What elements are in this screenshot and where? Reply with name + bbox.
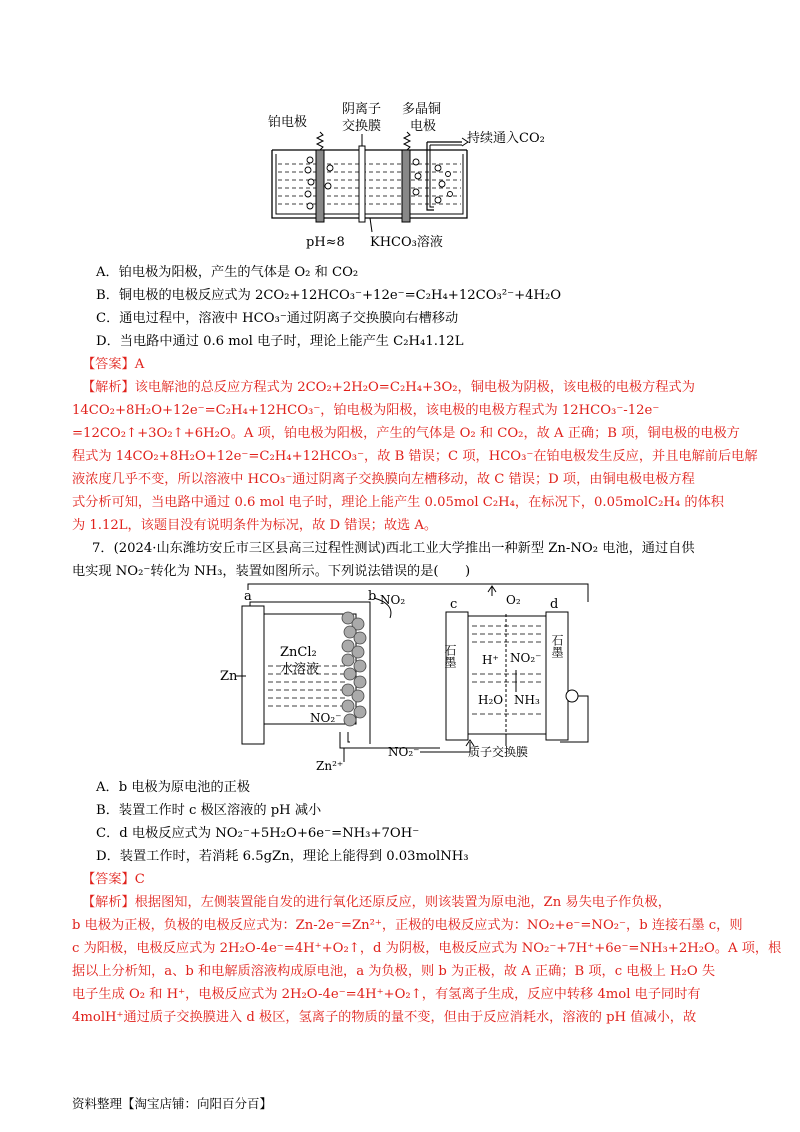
- q7-option-c: C．d 电极反应式为 NO₂⁻+5H₂O+6e⁻=NH₃+7OH⁻: [96, 826, 420, 841]
- label-graphite-right: 石墨: [550, 634, 564, 658]
- q6-option-a: A．铂电极为阳极，产生的气体是 O₂ 和 CO₂: [96, 265, 359, 280]
- page-footer: 资料整理【淘宝店铺：向阳百分百】: [72, 1096, 273, 1111]
- label-nh3: NH₃: [514, 693, 540, 707]
- q7-answer: 【答案】C: [82, 872, 145, 887]
- label-c: c: [450, 597, 458, 612]
- q7-stem: 7．(2024·山东潍坊安丘市三区县高三过程性测试)西北工业大学推出一种新型 Zn-NO₂ 电池，通过自供: [92, 541, 695, 556]
- q6-analysis-line: 14CO₂+8H₂O+12e⁻=C₂H₄+12HCO₃⁻，铂电极为阳极，该电极的电极方程式为 12HCO₃⁻-12e⁻: [72, 403, 660, 418]
- label-khco3: KHCO₃溶液: [370, 235, 443, 250]
- label-cu-2: 电极: [410, 119, 437, 134]
- label-pt-electrode: 铂电极: [268, 115, 308, 130]
- label-ph: pH≈8: [306, 235, 345, 250]
- label-no2-top: NO₂: [380, 593, 406, 607]
- label-membrane-2: 交换膜: [342, 119, 382, 134]
- label-membrane: 质子交换膜: [468, 745, 529, 759]
- label-co2-feed: 持续通入CO₂: [467, 131, 545, 146]
- q7-analysis-line: 4molH⁺通过质子交换膜进入 d 极区，氢离子的物质的量不变，但由于反应消耗水，溶液的 pH 值减小，故: [72, 1010, 697, 1025]
- q6-answer: 【答案】A: [82, 357, 145, 372]
- label-no2-minus-left: NO₂⁻: [310, 711, 342, 725]
- q6-analysis-line: =12CO₂↑+3O₂↑+6H₂O。A 项，铂电极为阳极，产生的气体是 O₂ 和 CO₂，故 A 正确；B 项，铜电极的电极方: [72, 426, 740, 441]
- label-h2o: H₂O: [478, 693, 504, 707]
- label-o2: O₂: [506, 593, 521, 607]
- zn-no2-battery-diagram: [220, 574, 600, 774]
- label-zncl2-solution: 水溶液: [280, 662, 320, 677]
- q7-option-a: A．b 电极为原电池的正极: [96, 780, 251, 795]
- label-b: b: [368, 589, 377, 604]
- q6-analysis-line: 式分析可知，当电路中通过 0.6 mol 电子时，理论上能产生 0.05mol C₂H₄，在标况下，0.05molC₂H₄ 的体积: [72, 495, 724, 510]
- q6-analysis-line: 程式为 14CO₂+8H₂O+12e⁻=C₂H₄+12HCO₃⁻，故 B 错误；C 项，HCO₃⁻在铂电极发生反应，并且电解前后电解: [72, 449, 758, 464]
- q6-option-d: D．当电路中通过 0.6 mol 电子时，理论上能产生 C₂H₄1.12L: [96, 334, 464, 349]
- q7-stem: 电实现 NO₂⁻转化为 NH₃，装置如图所示。下列说法错误的是( ): [72, 564, 471, 579]
- label-a: a: [244, 589, 252, 604]
- q7-analysis-line: c 为阳极，电极反应式为 2H₂O-4e⁻=4H⁺+O₂↑，d 为阴极，电极反应式为 NO₂⁻+7H⁺+6e⁻=NH₃+2H₂O。A 项，根: [72, 941, 782, 956]
- label-zncl2: ZnCl₂: [280, 645, 317, 660]
- q6-analysis-line: 为 1.12L，该题目没有说明条件为标况，故 D 错误；故选 A。: [72, 518, 438, 533]
- electrolysis-cell-diagram: [262, 98, 572, 250]
- q7-analysis-line: 据以上分析知，a、b 和电解质溶液构成原电池，a 为负极，则 b 为正极，故 A 正确；B 项，c 电极上 H₂O 失: [72, 964, 716, 979]
- label-hplus: H⁺: [482, 653, 499, 667]
- q7-option-b: B．装置工作时 c 极区溶液的 pH 减小: [96, 803, 322, 818]
- q7-analysis-line: 【解析】根据图知，左侧装置能自发的进行氧化还原反应，则该装置为原电池，Zn 易失电子作负极，: [82, 895, 671, 910]
- label-no2-minus-arrow: NO₂⁻: [388, 745, 420, 759]
- label-cu-1: 多晶铜: [402, 102, 442, 117]
- label-d: d: [550, 597, 559, 612]
- label-zn: Zn: [220, 669, 238, 684]
- q6-analysis-line: 液浓度几乎不变，所以溶液中 HCO₃⁻通过阴离子交换膜向左槽移动，故 C 错误；D 项，由铜电极电极方程: [72, 472, 695, 487]
- q6-analysis-line: 【解析】该电解池的总反应方程式为 2CO₂+2H₂O=C₂H₄+3O₂，铜电极为阴极，该电极的电极方程式为: [82, 380, 695, 395]
- q6-option-c: C．通电过程中，溶液中 HCO₃⁻通过阴离子交换膜向右槽移动: [96, 311, 459, 326]
- q7-option-d: D．装置工作时，若消耗 6.5gZn，理论上能得到 0.03molNH₃: [96, 849, 469, 864]
- q7-analysis-line: 电子生成 O₂ 和 H⁺，电极反应式为 2H₂O-4e⁻=4H⁺+O₂↑，有氢离子生成，反应中转移 4mol 电子同时有: [72, 987, 701, 1002]
- label-membrane-1: 阴离子: [342, 102, 382, 117]
- label-no2-minus-right: NO₂⁻: [510, 651, 542, 665]
- label-zn2plus: Zn²⁺: [316, 759, 344, 773]
- q6-option-b: B．铜电极的电极反应式为 2CO₂+12HCO₃⁻+12e⁻=C₂H₄+12CO₃²⁻+4H₂O: [96, 288, 562, 303]
- q7-analysis-line: b 电极为正极，负极的电极反应式为：Zn-2e⁻=Zn²⁺，正极的电极反应式为：NO₂+e⁻=NO₂⁻，b 连接石墨 c，则: [72, 918, 743, 933]
- label-graphite-left: 石墨: [443, 644, 457, 668]
